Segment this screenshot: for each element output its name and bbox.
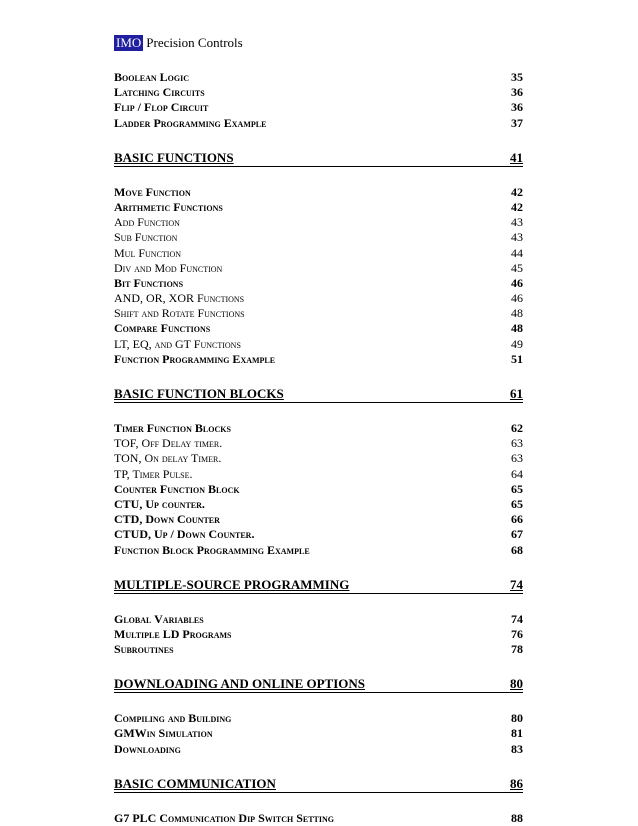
entry-title: TOF, Off Delay timer. xyxy=(114,436,223,451)
toc-entry[interactable] xyxy=(114,497,523,512)
entry-title: GMWin Simulation xyxy=(114,726,213,741)
entry-title: Multiple LD Programs xyxy=(114,626,232,641)
entry-title: Shift and Rotate Functions xyxy=(114,306,245,321)
entry-title: Mul Function xyxy=(114,245,182,260)
section-title: DOWNLOADING AND ONLINE OPTIONS xyxy=(114,676,366,692)
entry-title: Flip / Flop Circuit xyxy=(114,100,209,115)
entry-title: Subroutines xyxy=(114,642,174,657)
entry-page-number: 48 xyxy=(511,321,523,336)
entry-title: TON, On delay Timer. xyxy=(114,451,222,466)
section-title: BASIC FUNCTION BLOCKS xyxy=(114,386,284,401)
entry-page-number: 88 xyxy=(511,810,523,825)
entry-title: CTUD, Up / Down Counter. xyxy=(114,527,255,542)
entry-page-number: 51 xyxy=(511,351,523,366)
entry-page-number: 63 xyxy=(511,451,523,466)
toc-entry[interactable] xyxy=(114,421,523,436)
entry-title: Timer Function Blocks xyxy=(114,421,231,435)
entry-page-number: 35 xyxy=(511,70,523,84)
entry-title: Function Block Programming Example xyxy=(114,542,310,557)
entry-title: Function Programming Example xyxy=(114,351,276,366)
entry-page-number: 65 xyxy=(511,496,523,511)
entry-page-number: 67 xyxy=(511,527,523,542)
section-page-number: 41 xyxy=(510,149,523,165)
toc-entry[interactable] xyxy=(114,482,523,497)
entry-page-number: 62 xyxy=(511,421,523,435)
section-page-number: 61 xyxy=(510,386,523,401)
entry-title: Compiling and Building xyxy=(114,711,232,726)
entry-title: Downloading xyxy=(114,741,181,756)
toc-entry[interactable] xyxy=(114,246,523,261)
toc-entry[interactable] xyxy=(114,711,523,726)
toc-entry[interactable] xyxy=(114,116,523,131)
entry-title: Latching Circuits xyxy=(114,85,205,100)
entry-title: Counter Function Block xyxy=(114,481,240,496)
entry-page-number: 43 xyxy=(511,215,523,230)
entry-title: Ladder Programming Example xyxy=(114,115,267,130)
toc-entry[interactable] xyxy=(114,811,523,826)
entry-page-number: 78 xyxy=(511,642,523,657)
entry-title: G7 PLC Communication Dip Switch Setting xyxy=(114,810,334,825)
toc-section-heading[interactable] xyxy=(114,385,523,403)
toc-entry[interactable] xyxy=(114,261,523,276)
entry-page-number: 80 xyxy=(511,711,523,726)
toc-entry[interactable] xyxy=(114,512,523,527)
entry-page-number: 68 xyxy=(511,542,523,557)
toc-entry[interactable] xyxy=(114,436,523,451)
entry-page-number: 65 xyxy=(511,481,523,496)
toc-section-heading[interactable] xyxy=(114,149,523,167)
toc-entry[interactable] xyxy=(114,85,523,100)
entry-page-number: 36 xyxy=(511,100,523,115)
entry-page-number: 81 xyxy=(511,726,523,741)
toc-entry[interactable] xyxy=(114,306,523,321)
toc-entry[interactable] xyxy=(114,543,523,558)
toc-entry[interactable] xyxy=(114,100,523,115)
entry-page-number: 45 xyxy=(511,260,523,275)
toc-section-heading[interactable] xyxy=(114,775,523,793)
toc-entry[interactable] xyxy=(114,70,523,85)
entry-title: Move Function xyxy=(114,184,191,199)
toc-entry[interactable] xyxy=(114,612,523,627)
table-of-contents xyxy=(114,70,523,826)
section-title: MULTIPLE-SOURCE PROGRAMMING xyxy=(114,576,350,592)
entry-title: Bit Functions xyxy=(114,275,184,290)
entry-title: Compare Functions xyxy=(114,321,211,336)
entry-title: AND, OR, XOR Functions xyxy=(114,291,245,306)
entry-page-number: 42 xyxy=(511,184,523,199)
entry-page-number: 46 xyxy=(511,291,523,306)
toc-section-heading[interactable] xyxy=(114,675,523,693)
entry-page-number: 37 xyxy=(511,115,523,130)
entry-title: LT, EQ, and GT Functions xyxy=(114,336,241,351)
toc-entry[interactable] xyxy=(114,276,523,291)
entry-page-number: 76 xyxy=(511,626,523,641)
brand-name: Precision Controls xyxy=(146,35,243,50)
entry-title: TP, Timer Pulse. xyxy=(114,466,193,481)
entry-title: Arithmetic Functions xyxy=(114,199,223,214)
toc-entry[interactable] xyxy=(114,291,523,306)
brand-logo-box: IMO xyxy=(116,35,142,50)
toc-entry[interactable] xyxy=(114,337,523,352)
entry-title: Boolean Logic xyxy=(114,70,190,84)
entry-title: CTD, Down Counter xyxy=(114,512,220,527)
entry-page-number: 43 xyxy=(511,230,523,245)
toc-section-heading[interactable] xyxy=(114,576,523,594)
entry-page-number: 42 xyxy=(511,199,523,214)
toc-entry[interactable] xyxy=(114,230,523,245)
toc-entry[interactable] xyxy=(114,321,523,336)
toc-entry[interactable] xyxy=(114,200,523,215)
toc-entry[interactable] xyxy=(114,527,523,542)
section-page-number: 74 xyxy=(510,576,523,592)
toc-entry[interactable] xyxy=(114,742,523,757)
entry-page-number: 46 xyxy=(511,275,523,290)
entry-page-number: 44 xyxy=(511,245,523,260)
section-page-number: 80 xyxy=(510,676,523,692)
toc-entry[interactable] xyxy=(114,627,523,642)
entry-title: Div and Mod Function xyxy=(114,260,223,275)
entry-page-number: 64 xyxy=(511,466,523,481)
toc-entry[interactable] xyxy=(114,642,523,657)
toc-entry[interactable] xyxy=(114,451,523,466)
entry-title: CTU, Up counter. xyxy=(114,496,205,511)
entry-page-number: 49 xyxy=(511,336,523,351)
page-header xyxy=(114,35,243,51)
section-page-number: 86 xyxy=(510,775,523,791)
toc-entry[interactable] xyxy=(114,215,523,230)
section-title: BASIC FUNCTIONS xyxy=(114,149,234,165)
entry-page-number: 66 xyxy=(511,512,523,527)
toc-entry[interactable] xyxy=(114,467,523,482)
entry-page-number: 74 xyxy=(511,611,523,626)
section-title: BASIC COMMUNICATION xyxy=(114,775,276,791)
entry-title: Global Variables xyxy=(114,611,204,626)
entry-title: Add Function xyxy=(114,215,180,230)
entry-page-number: 63 xyxy=(511,436,523,451)
toc-entry[interactable] xyxy=(114,185,523,200)
entry-title: Sub Function xyxy=(114,230,178,245)
entry-page-number: 36 xyxy=(511,85,523,100)
entry-page-number: 83 xyxy=(511,741,523,756)
toc-entry[interactable] xyxy=(114,352,523,367)
entry-page-number: 48 xyxy=(511,306,523,321)
toc-entry[interactable] xyxy=(114,726,523,741)
